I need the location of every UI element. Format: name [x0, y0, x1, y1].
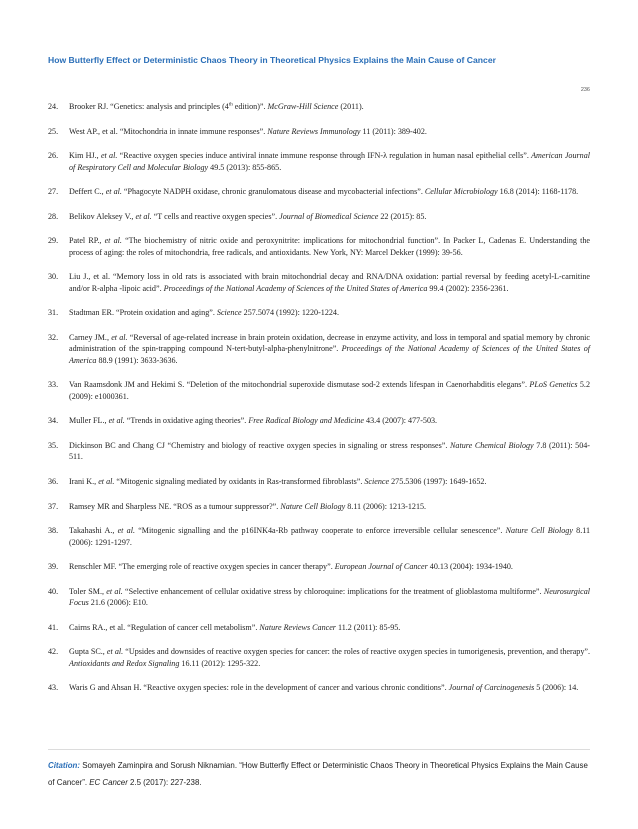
reference-number: 25. [48, 126, 59, 136]
reference-et-al: et al. [105, 187, 122, 197]
reference-item [48, 561, 590, 572]
reference-text: Carney JM., [69, 332, 112, 342]
reference-superscript: th [228, 102, 233, 108]
reference-text: Renschler MF. “The emerging role of reactive oxygen species in cancer therapy”. [69, 562, 335, 572]
reference-journal: Nature Cell Biology [505, 526, 573, 536]
reference-text: Irani K., [69, 476, 99, 486]
reference-text: “The biochemistry of nitric oxide and peroxynitrite: implications for mitochondrial function”. In Packer L, Cadenas E. Understanding the process of aging: the roles of mitochondria, free radicals, and antioxidants. New York, NY: Marcel Dekker (1999): 39-56. [69, 236, 590, 257]
reference-tail: 21.6 (2006): E10. [88, 598, 148, 608]
reference-et-al: et al. [108, 416, 125, 426]
reference-number: 41. [48, 622, 59, 632]
reference-text: Liu J., et al. “Memory loss in old rats is associated with brain mitochondrial decay and RNA/DNA oxidation: partial reversal by feeding acetyl-L-carnitine and/or R-alpha -lipoic acid”. [69, 272, 590, 293]
reference-journal: Science [216, 308, 242, 318]
reference-tail: 11 (2011): 389-402. [360, 126, 427, 136]
reference-number: 27. [48, 187, 59, 197]
reference-journal: Cellular Microbiology [424, 187, 498, 197]
reference-number: 36. [48, 476, 59, 486]
reference-text: “Upsides and downsides of reactive oxygen species for cancer: the roles of reactive oxygen species in tumorigenesis, prevention, and therapy”. [123, 647, 591, 657]
reference-et-al: et al. [104, 236, 122, 246]
reference-tail: 88.9 (1991): 3633-3636. [96, 355, 178, 365]
reference-item [48, 211, 590, 222]
reference-journal: American Journal of Respiratory Cell and Molecular Biology [69, 151, 590, 172]
reference-et-al: et al. [117, 526, 135, 536]
reference-journal: Proceedings of the National Academy of Sciences of the United States of America [163, 283, 428, 293]
reference-item [48, 379, 590, 402]
reference-et-al: et al. [111, 332, 128, 342]
citation-label: Citation: [48, 761, 80, 770]
reference-text: Belikov Aleksey V., [69, 211, 136, 221]
reference-number: 40. [48, 586, 59, 596]
reference-item [48, 271, 590, 294]
reference-number: 33. [48, 380, 59, 390]
reference-journal: Journal of Biomedical Science [279, 211, 379, 221]
reference-tail: 11.2 (2011): 85-95. [335, 622, 401, 632]
reference-text: “Trends in oxidative aging theories”. [124, 416, 249, 426]
reference-text: “Mitogenic signaling mediated by oxidants in Ras-transformed fibroblasts”. [114, 476, 365, 486]
reference-text: “Reactive oxygen species induce antiviral innate immune response through IFN-λ regulation in human nasal epithelial cells”. [117, 151, 532, 161]
reference-number: 26. [48, 151, 59, 161]
reference-tail: 49.5 (2013): 855-865. [208, 162, 282, 172]
reference-text: Ramsey MR and Sharpless NE. “ROS as a tumour suppressor?”. [69, 501, 281, 511]
reference-text: Van Raamsdonk JM and Hekimi S. “Deletion of the mitochondrial superoxide dismutase sod-2 extends lifespan in Caenorhabditis elegans”. [69, 380, 530, 390]
reference-journal: European Journal of Cancer [334, 562, 428, 572]
page-number: 236 [580, 87, 590, 93]
reference-tail: 5.2 (2009): e1000361. [69, 380, 591, 401]
reference-item [48, 682, 590, 693]
reference-item [48, 501, 590, 512]
reference-text: Toler SM., [69, 586, 107, 596]
citation-journal: EC Cancer [89, 778, 128, 787]
reference-number: 37. [48, 501, 59, 511]
reference-journal: Nature Cell Biology [280, 501, 346, 511]
reference-text: “Selective enhancement of cellular oxidative stress by chloroquine: implications for the treatment of glioblastoma multiforme”. [122, 586, 544, 596]
reference-tail: 16.11 (2012): 1295-322. [179, 658, 261, 668]
reference-item [48, 235, 590, 258]
reference-text: Kim HJ., [69, 151, 101, 161]
reference-journal: Nature Reviews Immunology [267, 126, 361, 136]
reference-text: Cairns RA., et al. “Regulation of cancer cell metabolism”. [69, 622, 260, 632]
reference-number: 31. [48, 308, 59, 318]
reference-et-al: et al. [135, 211, 152, 221]
reference-journal: PLoS Genetics [529, 380, 578, 390]
reference-item [48, 101, 590, 112]
citation-tail: 2.5 (2017): 227-238. [127, 778, 202, 787]
reference-journal: Antioxidants and Redox Signaling [69, 658, 180, 668]
reference-number: 32. [48, 332, 59, 342]
reference-text: Stadtman ER. “Protein oxidation and aging”. [69, 308, 217, 318]
reference-text: “Reversal of age-related increase in brain protein oxidation, decrease in enzyme activity, and loss in temporal and spatial memory by chronic administration of the spin-trapping compound N-tert-butyl-alpha-phenylnitrone”. [69, 332, 591, 354]
reference-journal: Science [364, 476, 390, 486]
reference-et-al: et al. [100, 151, 118, 161]
citation [48, 757, 590, 791]
reference-et-al: et al. [98, 476, 115, 486]
reference-journal: Journal of Carcinogenesis [448, 683, 535, 693]
reference-text: Gupta SC., [69, 647, 107, 657]
reference-text: “T cells and reactive oxygen species”. [151, 211, 280, 221]
reference-number: 43. [48, 683, 59, 693]
reference-item [48, 415, 590, 426]
reference-et-al: et al. [106, 586, 123, 596]
reference-text: Takahashi A., [69, 526, 118, 536]
reference-number: 35. [48, 440, 59, 450]
footer-divider [48, 749, 590, 750]
reference-text: Waris G and Ahsan H. “Reactive oxygen species: role in the development of cancer and various chronic conditions”. [69, 683, 449, 693]
reference-text: “Phagocyte NADPH oxidase, chronic granulomatous disease and mycobacterial infections”. [121, 187, 425, 197]
reference-item [48, 307, 590, 318]
reference-item [48, 150, 590, 173]
reference-item [48, 525, 590, 548]
reference-tail: 43.4 (2007): 477-503. [364, 416, 438, 426]
reference-et-al: et al. [106, 647, 124, 657]
reference-number: 39. [48, 562, 59, 572]
reference-tail: 22 (2015): 85. [378, 211, 427, 221]
reference-number: 34. [48, 416, 59, 426]
reference-text: Brooker RJ. “Genetics: analysis and principles (4 [69, 102, 229, 111]
reference-item [48, 476, 590, 487]
reference-tail: 5 (2006): 14. [534, 683, 579, 693]
reference-tail: 99.4 (2002): 2356-2361. [427, 283, 509, 293]
reference-number: 38. [48, 526, 59, 536]
reference-text: Patel RP., [69, 236, 105, 246]
reference-text: “Mitogenic signalling and the p16INK4a-Rb pathway cooperate to enforce irreversible cellular senescence”. [134, 526, 506, 536]
reference-tail: 8.11 (2006): 1213-1215. [345, 501, 427, 511]
reference-number: 42. [48, 647, 59, 657]
reference-journal: Proceedings of the National Academy of Sciences of the United States of America [69, 344, 590, 365]
reference-tail: 275.5306 (1997): 1649-1652. [389, 476, 487, 486]
reference-tail: 7.8 (2011): 504-511. [69, 440, 590, 462]
reference-text: Deffert C., [69, 187, 106, 197]
reference-journal: Nature Reviews Cancer [259, 622, 336, 632]
reference-number: 28. [48, 211, 59, 221]
reference-text: Dickinson BC and Chang CJ “Chemistry and biology of reactive oxygen species in signaling or stress responses”. [69, 440, 451, 450]
reference-text: edition)”. [232, 102, 268, 111]
reference-journal: Nature Chemical Biology [450, 440, 534, 450]
reference-journal: Neurosurgical Focus [69, 586, 590, 608]
citation-text: Somayeh Zaminpira and Sorush Niknamian. “How Butterfly Effect or Deterministic Chaos Theory in Theoretical Physics Explains the Main Cause of Cancer”. [48, 761, 588, 787]
reference-number: 24. [48, 102, 59, 111]
reference-journal: Free Radical Biology and Medicine [248, 416, 364, 426]
reference-number: 29. [48, 236, 59, 246]
reference-tail: (2011). [338, 102, 364, 111]
reference-item [48, 440, 590, 463]
reference-item [48, 126, 590, 137]
reference-text: West AP., et al. “Mitochondria in innate immune responses”. [69, 126, 268, 136]
reference-journal: McGraw-Hill Science [267, 102, 339, 111]
reference-tail: 16.8 (2014): 1168-1178. [497, 187, 579, 197]
reference-item [48, 646, 590, 669]
reference-tail: 8.11 (2006): 1291-1297. [69, 526, 591, 547]
reference-tail: 40.13 (2004): 1934-1940. [427, 562, 513, 572]
reference-item [48, 186, 590, 197]
reference-item [48, 586, 590, 609]
reference-number: 30. [48, 272, 59, 282]
reference-tail: 257.5074 (1992): 1220-1224. [241, 308, 339, 318]
reference-list [48, 101, 590, 707]
reference-text: Muller FL., [69, 416, 109, 426]
running-title: How Butterfly Effect or Deterministic Chaos Theory in Theoretical Physics Explains the Main Cause of Cancer [48, 55, 496, 65]
reference-item [48, 332, 590, 366]
reference-item [48, 622, 590, 633]
